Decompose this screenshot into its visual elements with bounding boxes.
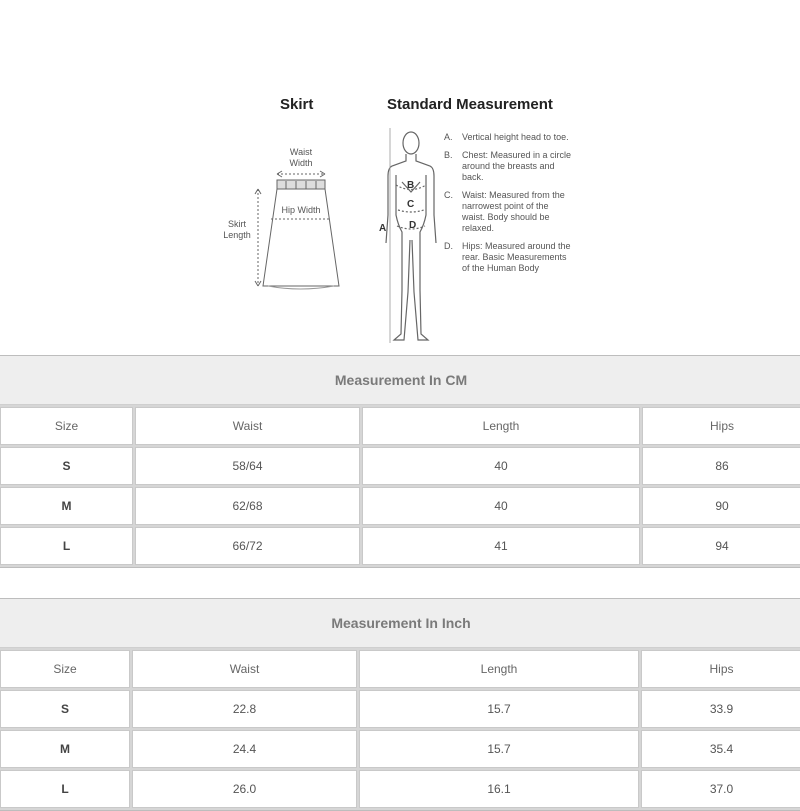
size-cell: M xyxy=(0,487,133,525)
figure-letter-b: B xyxy=(407,180,415,191)
hips-cell: 35.4 xyxy=(641,730,800,768)
table-row xyxy=(0,527,800,565)
waist-cell: 22.8 xyxy=(132,690,357,728)
column-header-hips: Hips xyxy=(641,650,800,688)
column-header-hips: Hips xyxy=(642,407,800,445)
waist-cell: 24.4 xyxy=(132,730,357,768)
skirt-length-label: Skirt Length xyxy=(223,219,251,240)
column-header-size: Size xyxy=(0,650,130,688)
table-row xyxy=(0,447,800,485)
table-row xyxy=(0,730,800,768)
inch-table-grid xyxy=(0,648,800,810)
hip-width-label: Hip Width xyxy=(281,205,321,215)
measurement-diagram xyxy=(0,0,800,350)
cm-table-grid xyxy=(0,405,800,567)
measurement-notes xyxy=(444,132,574,281)
waist-width-label: Waist Width xyxy=(289,147,313,168)
length-cell: 40 xyxy=(362,447,640,485)
hips-cell: 37.0 xyxy=(641,770,800,808)
length-cell: 16.1 xyxy=(359,770,639,808)
note-d: D. Hips: Measured around the rear. Basic Measurements of the Human Body xyxy=(444,241,571,273)
waist-cell: 26.0 xyxy=(132,770,357,808)
waist-cell: 58/64 xyxy=(135,447,360,485)
inch-table xyxy=(0,598,800,811)
waist-cell: 66/72 xyxy=(135,527,360,565)
note-c: C. Waist: Measured from the narrowest point of the waist. Body should be relaxed. xyxy=(444,190,565,233)
table-header-row xyxy=(0,407,800,445)
size-cell: S xyxy=(0,447,133,485)
cm-table-title: Measurement In CM xyxy=(0,356,800,405)
column-header-waist: Waist xyxy=(135,407,360,445)
size-cell: S xyxy=(0,690,130,728)
skirt-title: Skirt xyxy=(280,96,314,113)
note-a: A. Vertical height head to toe. xyxy=(444,132,569,142)
table-row xyxy=(0,690,800,728)
table-header-row xyxy=(0,650,800,688)
column-header-waist: Waist xyxy=(132,650,357,688)
waist-cell: 62/68 xyxy=(135,487,360,525)
hips-cell: 86 xyxy=(642,447,800,485)
cm-table xyxy=(0,355,800,568)
table-row xyxy=(0,487,800,525)
length-cell: 41 xyxy=(362,527,640,565)
table-row xyxy=(0,770,800,808)
hips-cell: 90 xyxy=(642,487,800,525)
length-cell: 15.7 xyxy=(359,730,639,768)
note-b: B. Chest: Measured in a circle around the breasts and back. xyxy=(444,150,572,182)
hips-cell: 33.9 xyxy=(641,690,800,728)
length-cell: 40 xyxy=(362,487,640,525)
inch-table-title: Measurement In Inch xyxy=(0,599,800,648)
length-cell: 15.7 xyxy=(359,690,639,728)
figure-letter-a: A xyxy=(379,223,387,234)
column-header-length: Length xyxy=(359,650,639,688)
figure-letter-d: D xyxy=(409,220,417,231)
standard-measurement-title: Standard Measurement xyxy=(387,96,553,113)
size-cell: L xyxy=(0,770,130,808)
size-cell: L xyxy=(0,527,133,565)
hips-cell: 94 xyxy=(642,527,800,565)
figure-letter-c: C xyxy=(407,199,415,210)
size-cell: M xyxy=(0,730,130,768)
column-header-length: Length xyxy=(362,407,640,445)
skirt-and-body-illustration xyxy=(0,0,800,350)
column-header-size: Size xyxy=(0,407,133,445)
